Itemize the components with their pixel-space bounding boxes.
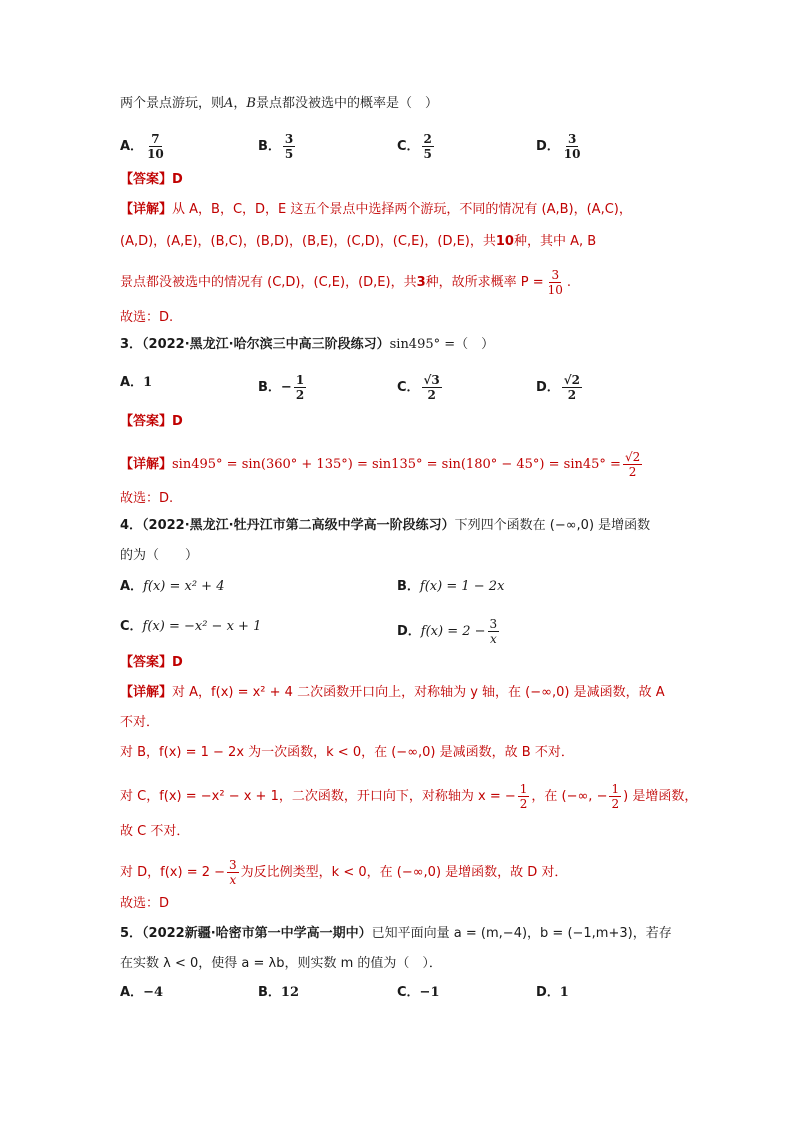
q5-option-a: A．−4 bbox=[120, 985, 164, 1000]
q4-choose: 故选：D bbox=[120, 896, 170, 911]
q5-option-c: C．−1 bbox=[397, 985, 440, 1000]
q4-option-d: D．f(x) = 2 − $\frac{3}{x}$ bbox=[397, 617, 498, 646]
q4-option-a: A．f(x) = x² + 4 bbox=[120, 579, 225, 594]
q5-option-b: B．12 bbox=[258, 985, 300, 1000]
q5-option-d: D．1 bbox=[536, 985, 569, 1000]
q3-detail: 【详解】sin495° = sin(360° + 135°) = sin135° = sin(180° − 45°) = sin45° = $\frac{√2}{2}$ bbox=[120, 450, 641, 479]
q3-option-a: A．1 bbox=[120, 375, 153, 390]
q3-answer: 【答案】D bbox=[120, 414, 183, 429]
q4-detail-b: 对 B，f(x) = 1 − 2x 为一次函数，k < 0，在 (−∞,0) 是减函数，故 B 不对． bbox=[120, 745, 574, 760]
q4-stem-line2: 的为（ ） bbox=[120, 548, 199, 563]
q2-choose: 故选：D. bbox=[120, 310, 174, 325]
q2-option-a: A． $\frac{7}{10}$ bbox=[120, 132, 164, 161]
q4-detail-c2: 故 C 不对． bbox=[120, 824, 190, 839]
q4-detail-d: 对 D，f(x) = 2 − $\frac{3}{x}$ 为反比例类型，k < 0，在 (−∞,0) 是增函数，故 D 对． bbox=[120, 858, 568, 887]
q3-option-d: D． $\frac{√2}{2}$ bbox=[536, 373, 581, 402]
q2-detail-line1: 【详解】从 A，B，C，D，E 这五个景点中选择两个游玩，不同的情况有 (A,B)，(A,C)， bbox=[120, 202, 632, 217]
q3-choose: 故选：D. bbox=[120, 491, 174, 506]
q4-detail-a2: 不对． bbox=[120, 715, 160, 730]
q3-stem: 3．（2022·黑龙江·哈尔滨三中高三阶段练习）sin495° =（ ） bbox=[120, 337, 495, 352]
q2-stem: 两个景点游玩，则A，B景点都没被选中的概率是（ ） bbox=[120, 96, 438, 111]
q4-option-c: C．f(x) = −x² − x + 1 bbox=[120, 619, 262, 634]
q2-detail-line2: (A,D)，(A,E)，(B,C)，(B,D)，(B,E)，(C,D)，(C,E)，(D,E)，共10种，其中 A, B bbox=[120, 234, 597, 249]
q2-detail-line3: 景点都没被选中的情况有 (C,D)，(C,E)，(D,E)，共3种，故所求概率 P = $\frac{3}{10}$ . bbox=[120, 268, 572, 297]
q4-answer: 【答案】D bbox=[120, 655, 183, 670]
q2-option-c: C． $\frac{2}{5}$ bbox=[397, 132, 432, 161]
q5-stem-line1: 5．（2022新疆·哈密市第一中学高一期中）已知平面向量 a = (m,−4)，b = (−1,m+3)，若存 bbox=[120, 926, 672, 941]
q4-stem-line1: 4．（2022·黑龙江·牡丹江市第二高级中学高一阶段练习）下列四个函数在 (−∞,0) 是增函数 bbox=[120, 518, 651, 533]
q5-stem-line2: 在实数 λ < 0，使得 a = λb，则实数 m 的值为（ ）． bbox=[120, 956, 442, 971]
q4-option-b: B．f(x) = 1 − 2x bbox=[397, 579, 505, 594]
q2-answer: 【答案】D bbox=[120, 172, 183, 187]
q4-detail-c1: 对 C，f(x) = −x² − x + 1，二次函数，开口向下，对称轴为 x = − $\frac{1}{2}$ ，在 (−∞, − $\frac{1}{2}$ ) 是增函数， bbox=[120, 782, 698, 811]
q3-option-c: C． $\frac{√3}{2}$ bbox=[397, 373, 440, 402]
q2-option-b: B． $\frac{3}{5}$ bbox=[258, 132, 294, 161]
q4-detail-a1: 【详解】对 A，f(x) = x² + 4 二次函数开口向上，对称轴为 y 轴，在 (−∞,0) 是减函数，故 A bbox=[120, 685, 665, 700]
q2-option-d: D． $\frac{3}{10}$ bbox=[536, 132, 581, 161]
q3-option-b: B．− $\frac{1}{2}$ bbox=[258, 373, 305, 402]
